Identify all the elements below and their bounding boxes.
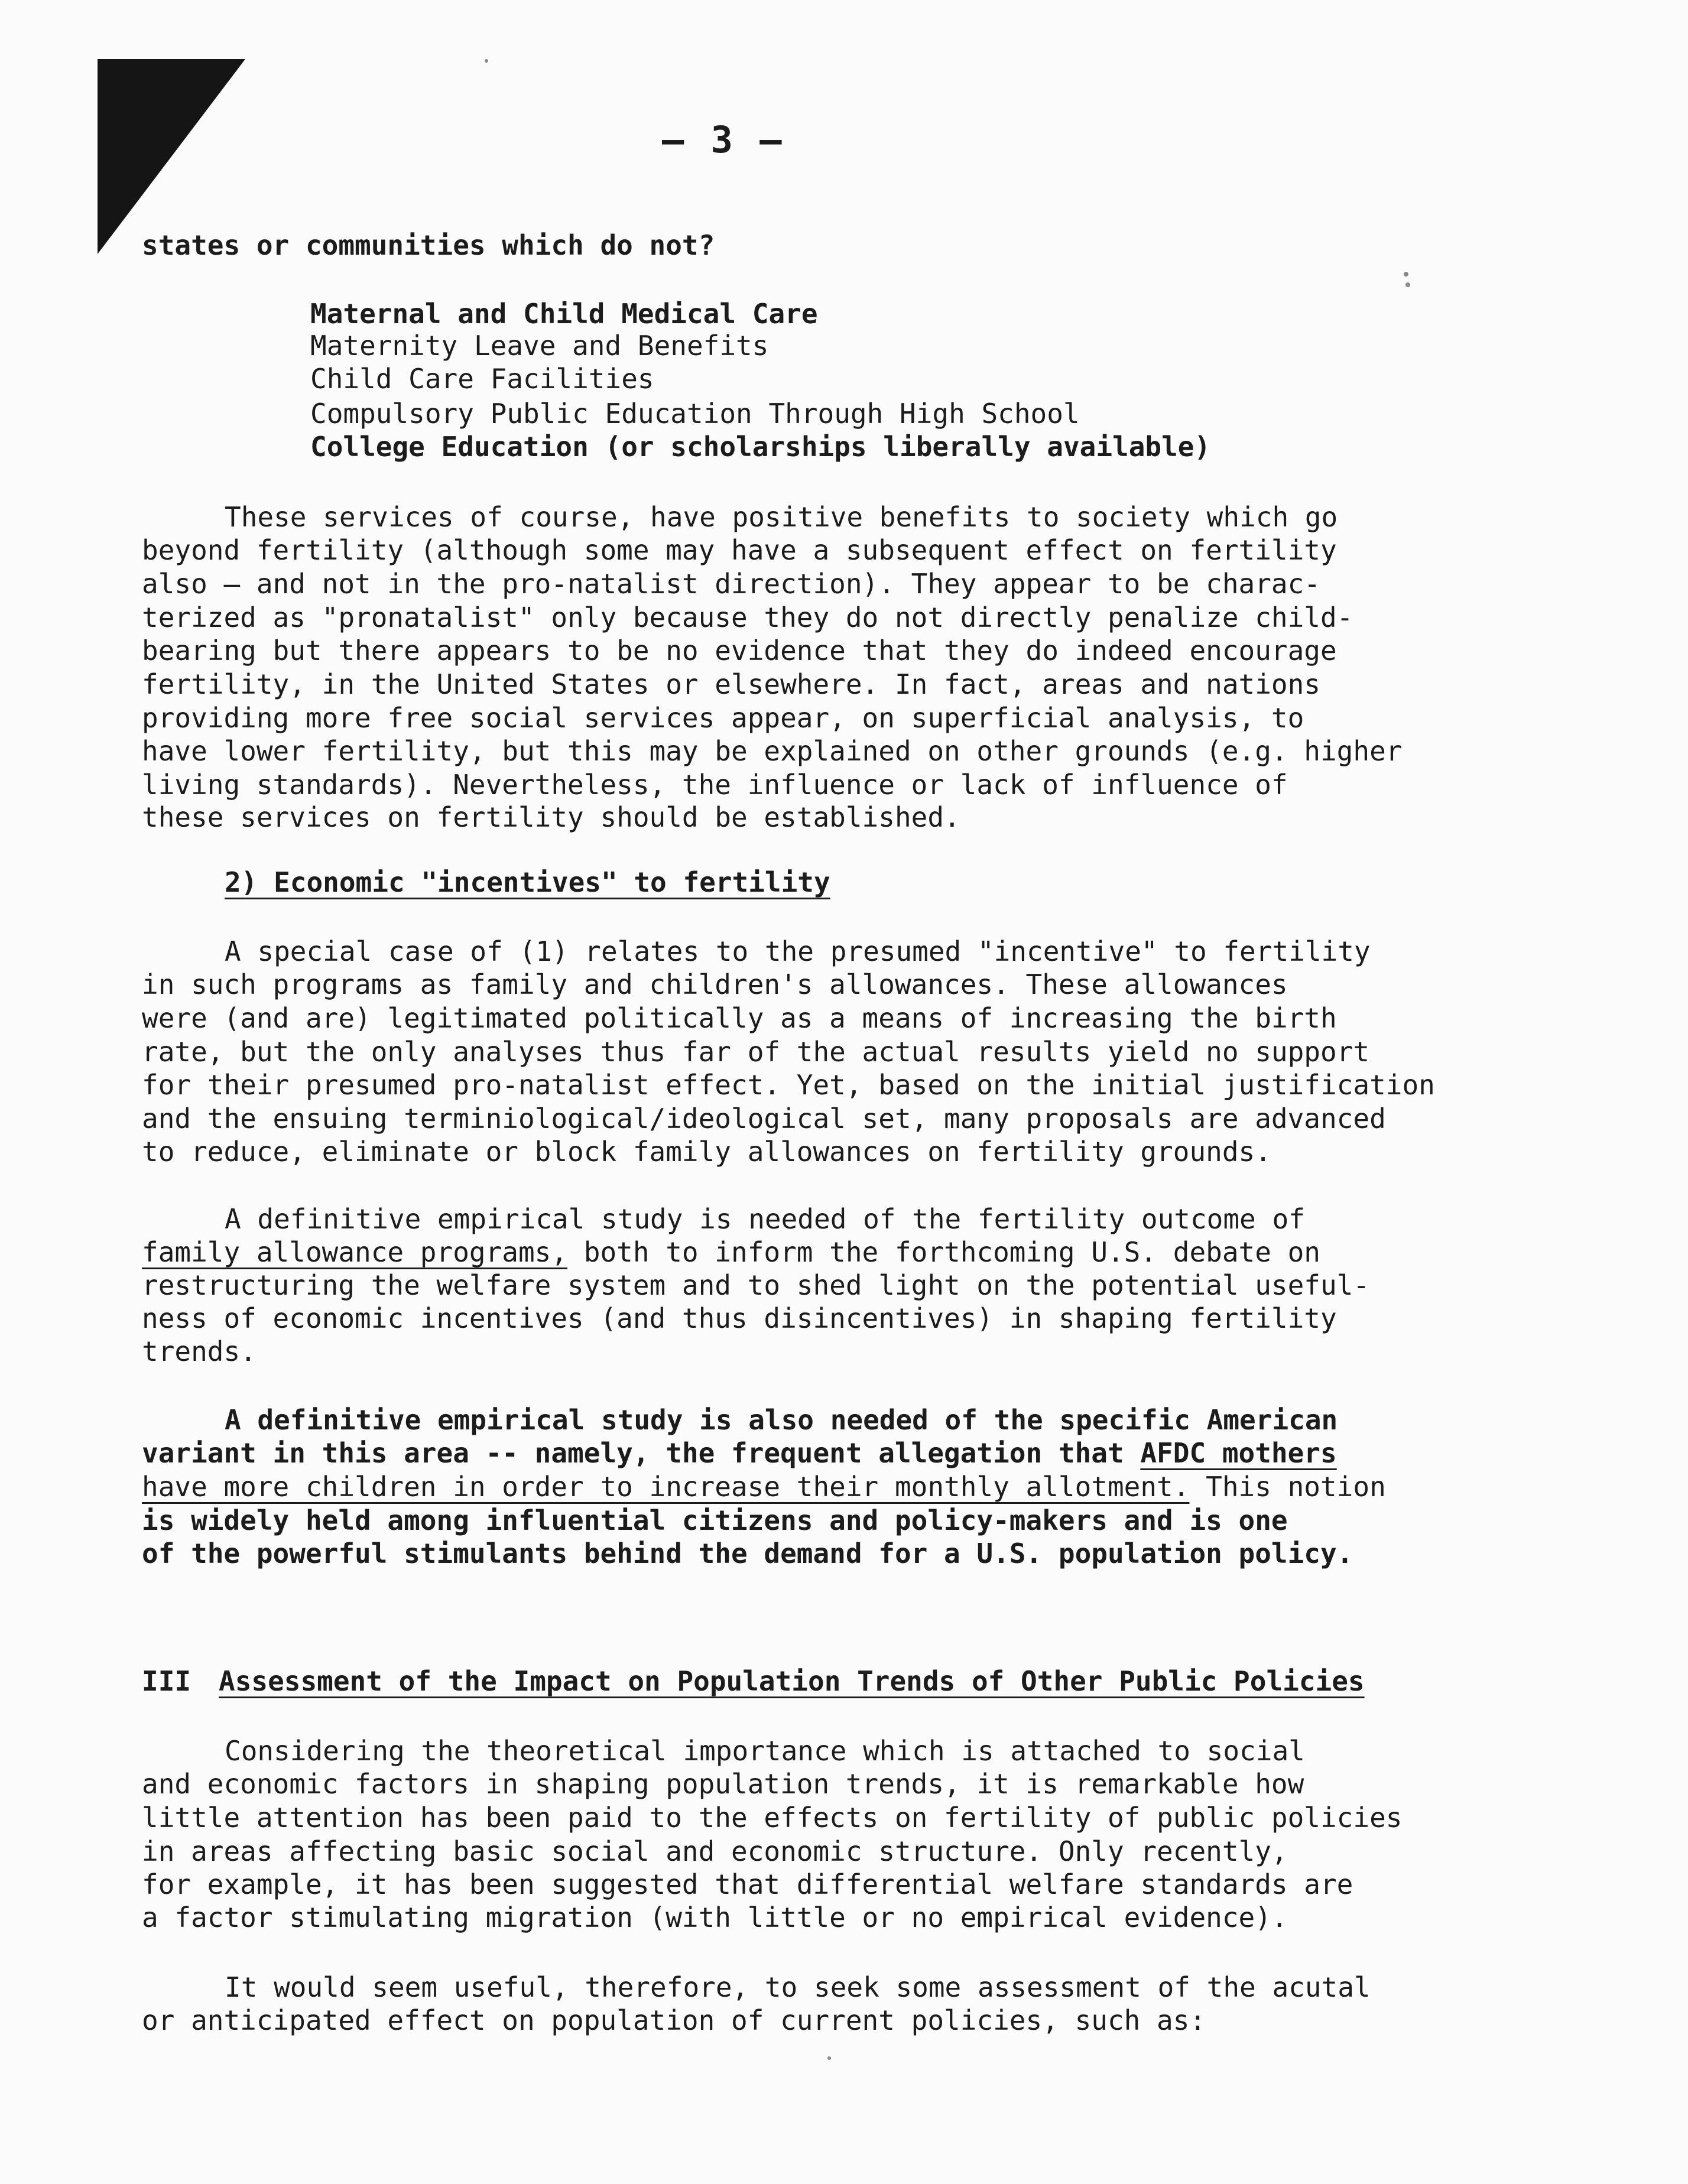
paragraph-line: these services on fertility should be established. <box>142 801 960 833</box>
paragraph-line: A special case of (1) relates to the presumed "incentive" to fertility <box>225 935 1371 967</box>
paragraph-line: and the ensuing terminiological/ideological set, many proposals are advanced <box>142 1103 1386 1135</box>
paragraph-line: beyond fertility (although some may have a subsequent effect on fertility <box>142 534 1337 566</box>
paragraph-line: living standards). Nevertheless, the influence or lack of influence of <box>142 769 1288 801</box>
section-heading: Assessment of the Impact on Population Trends of Other Public Policies <box>219 1665 1365 1697</box>
paragraph-line: A definitive empirical study is needed of the fertility outcome of <box>225 1203 1305 1235</box>
paragraph-line: trends. <box>142 1335 257 1367</box>
paragraph-line: of the powerful stimulants behind the demand for a U.S. population policy. <box>142 1538 1353 1569</box>
paragraph-line: in areas affecting basic social and economic structure. Only recently, <box>142 1835 1288 1867</box>
underlined-phrase: AFDC mothers <box>1140 1437 1337 1469</box>
paragraph-line: a factor stimulating migration (with little or no empirical evidence). <box>142 1902 1288 1933</box>
paragraph-line: bearing but there appears to be no evidence that they do indeed encourage <box>142 635 1337 667</box>
paragraph-line: terized as "pronatalist" only because they do not directly penalize child- <box>142 602 1353 633</box>
paragraph-line: have lower fertility, but this may be explained on other grounds (e.g. higher <box>142 735 1403 767</box>
paragraph-line: A definitive empirical study is also needed of the specific American <box>225 1404 1338 1436</box>
paragraph-line: were (and are) legitimated politically as a means of increasing the birth <box>142 1002 1337 1034</box>
line-start: variant in this area -- namely, the frequent allegation that <box>142 1437 1141 1469</box>
services-list-item: Child Care Facilities <box>310 363 654 395</box>
paragraph-line: in such programs as family and children's allowances. These allowances <box>142 968 1288 1000</box>
paragraph-line: also — and not in the pro-natalist direction). They appear to be charac- <box>142 568 1320 600</box>
paragraph-line <box>142 1471 1386 1503</box>
paragraph-line: or anticipated effect on population of current policies, such as: <box>142 2004 1206 2036</box>
underlined-phrase: family allowance programs, <box>142 1236 568 1268</box>
paragraph-line: It would seem useful, therefore, to seek some assessment of the acutal <box>225 1971 1371 2003</box>
paragraph-line: Considering the theoretical importance which is attached to social <box>225 1735 1305 1767</box>
page-number: — 3 — <box>662 118 784 161</box>
paragraph-line: restructuring the welfare system and to shed light on the potential useful- <box>142 1269 1370 1301</box>
scan-speck <box>485 59 488 63</box>
paragraph-line <box>142 1236 1321 1268</box>
scan-corner-shadow <box>98 59 245 254</box>
intro-line: states or communities which do not? <box>142 229 715 261</box>
paragraph-line: for their presumed pro-natalist effect. Yet, based on the initial justification <box>142 1069 1435 1101</box>
line-rest: both to inform the forthcoming U.S. debate on <box>567 1236 1321 1268</box>
paragraph-line: ness of economic incentives (and thus disincentives) in shaping fertility <box>142 1302 1337 1334</box>
services-list-item: Maternal and Child Medical Care <box>310 298 818 330</box>
line-rest: This notion <box>1189 1471 1386 1503</box>
paragraph-line: and economic factors in shaping population trends, it is remarkable how <box>142 1768 1304 1800</box>
paragraph-line: These services of course, have positive benefits to society which go <box>225 501 1338 533</box>
paragraph-line: to reduce, eliminate or block family allowances on fertility grounds. <box>142 1136 1271 1168</box>
section-numeral: III <box>142 1665 191 1697</box>
paragraph-line: for example, it has been suggested that differential welfare standards are <box>142 1868 1353 1900</box>
services-list-item: Maternity Leave and Benefits <box>310 330 769 362</box>
scan-speck <box>827 2056 831 2060</box>
paragraph-line: is widely held among influential citizens and policy-makers and is one <box>142 1504 1288 1536</box>
underlined-phrase: have more children in order to increase their monthly allotment. <box>142 1471 1190 1503</box>
paragraph-line: providing more free social services appear, on superficial analysis, to <box>142 702 1304 734</box>
paragraph-line: fertility, in the United States or elsewhere. In fact, areas and nations <box>142 668 1320 700</box>
paragraph-line: rate, but the only analyses thus far of the actual results yield no support <box>142 1036 1370 1068</box>
paragraph-line <box>142 1439 1337 1467</box>
section-heading: 2) Economic "incentives" to fertility <box>225 866 830 898</box>
scan-speck <box>1404 272 1408 277</box>
services-list-item: College Education (or scholarships liberally available) <box>310 431 1211 463</box>
services-list-item: Compulsory Public Education Through High School <box>310 398 1080 430</box>
scan-speck <box>1405 282 1410 287</box>
paragraph-line: little attention has been paid to the effects on fertility of public policies <box>142 1802 1403 1834</box>
